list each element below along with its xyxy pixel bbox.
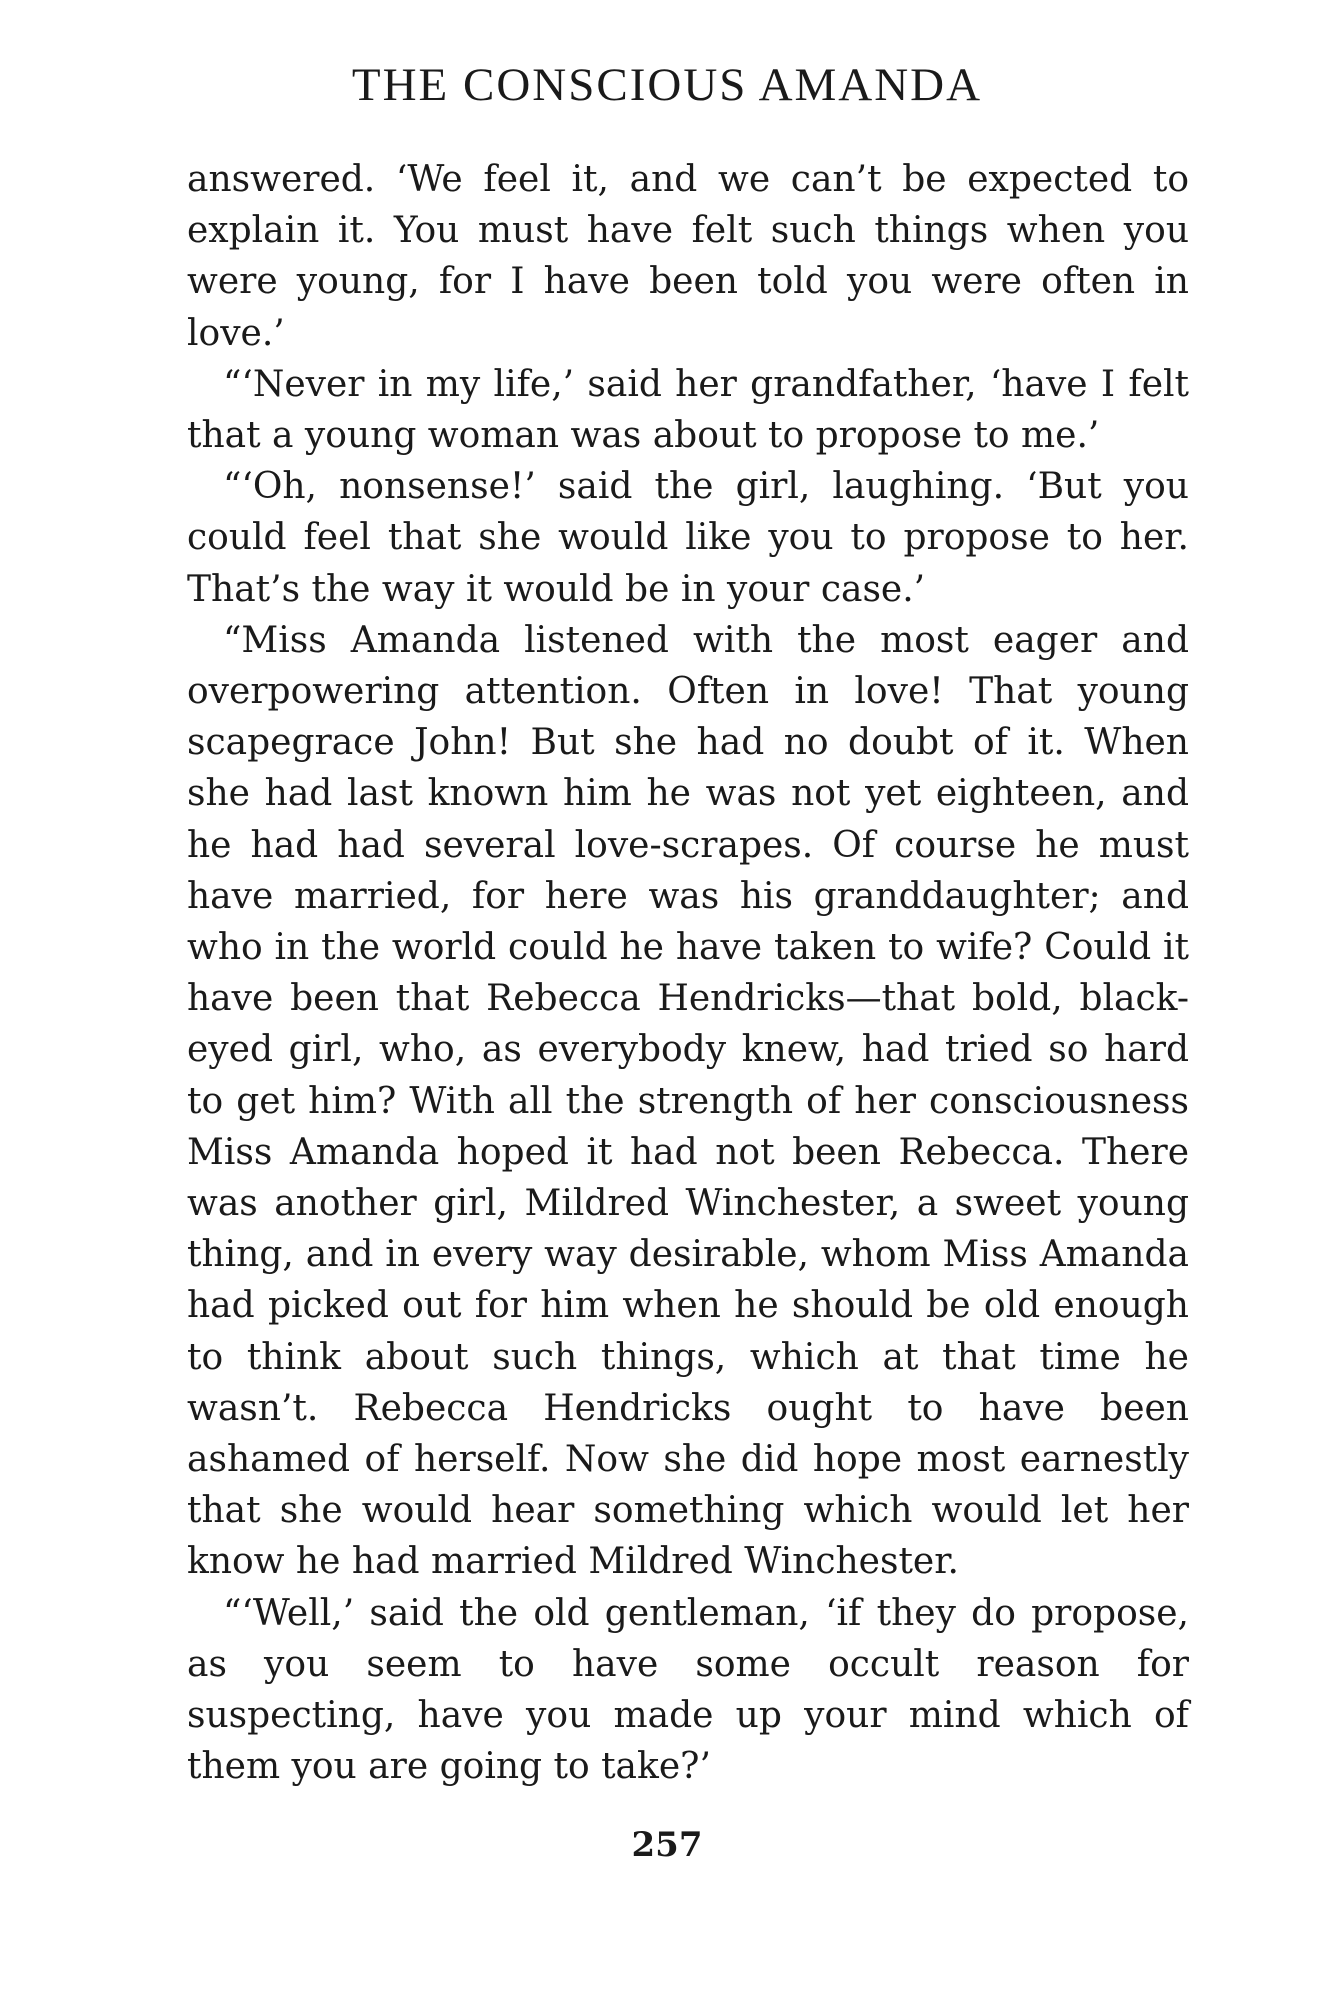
paragraph-grandfather-reply: “‘Never in my life,’ said her grandfather, ‘have I felt that a young woman was about to propose to me.’ <box>187 363 1189 457</box>
paragraph-girl-laughing: “‘Oh, nonsense!’ said the girl, laughing. ‘But you could feel that she would like you to propose to her. That’s the way it would be in your case.’ <box>187 466 1189 610</box>
paragraph-continuation: answered. ‘We feel it, and we can’t be expected to explain it. You must have felt such things when you were young, for I have been told you were often in love.’ <box>187 159 1189 354</box>
paragraph-miss-amanda: “Miss Amanda listened with the most eager and overpowering attention. Often in love! That young scapegrace John! But she had no doubt of it. When she had last known him he was not yet eighteen, and he had had several love-scrapes. Of course he must have married, for here was his granddaughter; and who in the world could he have taken to wife? Could it have been that Rebecca Hendricks—that bold, black-eyed girl, who, as everybody knew, had tried so hard to get him? With all the strength of her consciousness Miss Amanda hoped it had not been Rebecca. There was another girl, Mildred Winchester, a sweet young thing, and in every way desirable, whom Miss Amanda had picked out for him when he should be old enough to think about such things, which at that time he wasn’t. Rebecca Hendricks ought to have been ashamed of herself. Now she did hope most earnestly that she would hear something which would let her know he had married Mildred Winchester. <box>187 619 1189 1583</box>
page-number: 257 <box>631 1825 703 1865</box>
running-head: THE CONSCIOUS AMANDA <box>351 59 983 111</box>
paragraph-old-gentleman: “‘Well,’ said the old gentleman, ‘if they do propose, as you seem to have some occult reason for suspecting, have you made up your mind which of them you are going to take?’ <box>187 1592 1189 1788</box>
body-text <box>187 154 1189 1793</box>
